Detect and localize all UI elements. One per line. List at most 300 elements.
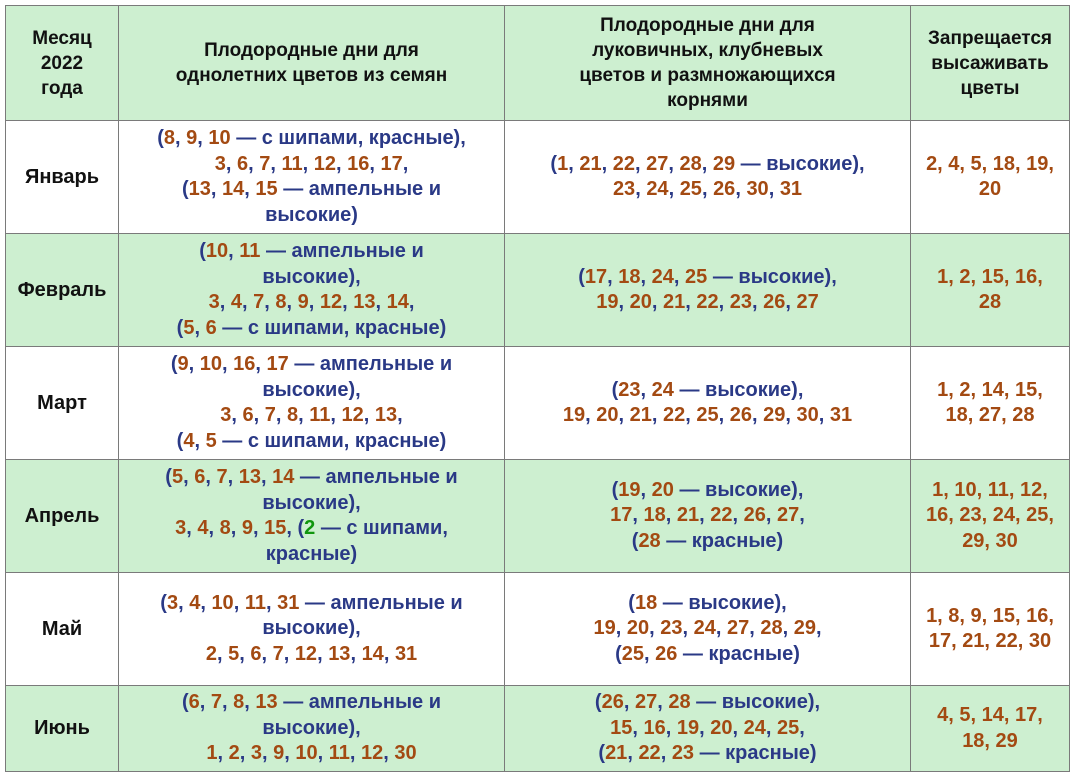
note-text: ,: [222, 353, 234, 375]
day-number: 22: [696, 291, 719, 313]
note-text: ,: [785, 404, 797, 426]
note-text: — с шипами, красные),: [230, 127, 466, 149]
bulbs-cell: [505, 460, 911, 573]
bulbs-cell: [505, 234, 911, 347]
note-text: ,: [244, 178, 256, 200]
day-list: 1, 8, 9, 15, 16,: [926, 604, 1054, 627]
day-number: 31: [779, 178, 803, 200]
note-text: ,: [640, 478, 652, 501]
forbidden-cell: [911, 460, 1070, 573]
note-text: ,: [219, 291, 231, 313]
note-text: ,: [699, 504, 711, 527]
note-text: ,: [208, 517, 220, 539]
cell-line: [123, 642, 500, 668]
cell-line: [123, 429, 500, 455]
cell-line: [509, 591, 906, 617]
day-number: 20: [596, 404, 619, 426]
note-text: ,: [231, 404, 243, 426]
day-number: 21: [605, 742, 628, 765]
note-text: ,: [408, 291, 415, 313]
cell-line: [509, 290, 906, 316]
note-text: ,: [284, 742, 296, 765]
cell-line: [915, 503, 1065, 529]
day-number: 23: [671, 742, 695, 765]
header-forbidden: [911, 6, 1070, 121]
note-text: ,: [651, 291, 663, 313]
note-text: ,: [260, 466, 273, 488]
note-text: высокие),: [262, 491, 361, 514]
day-number: 11: [244, 591, 266, 614]
day-number: 9: [177, 353, 189, 375]
header-line: корнями: [667, 90, 748, 111]
month-cell: Январь: [6, 121, 119, 234]
day-number: 23: [660, 617, 683, 640]
note-text: ,: [252, 517, 265, 539]
note-text: ,: [199, 691, 211, 714]
month-cell: Март: [6, 347, 119, 460]
bulbs-cell: [505, 121, 911, 234]
day-number: 11: [328, 742, 350, 765]
day-number: 28: [638, 529, 661, 552]
note-text: ,: [239, 742, 251, 765]
note-text: ,: [244, 691, 256, 714]
cell-line: [915, 703, 1065, 729]
note-text: ,: [752, 291, 764, 313]
note-text: ,: [261, 742, 274, 765]
note-text: — красные): [677, 642, 800, 665]
day-number: 24: [651, 265, 674, 288]
day-number: 29: [763, 404, 786, 426]
day-number: 31: [394, 642, 418, 665]
forbidden-cell: [911, 347, 1070, 460]
note-text: ,: [618, 404, 630, 426]
note-text: ,: [799, 716, 805, 739]
day-number: 6: [194, 466, 206, 488]
day-number: 24: [743, 716, 766, 739]
note-text: ,: [369, 152, 381, 175]
day-number: 26: [763, 291, 786, 313]
note-text: ,: [317, 642, 329, 665]
day-number: 12: [319, 291, 343, 313]
note-text: ,: [701, 178, 714, 200]
cell-line: [509, 716, 906, 742]
note-text: ,: [601, 152, 613, 175]
note-text: ,: [230, 517, 242, 539]
note-text: ,: [651, 404, 663, 426]
day-number: 3: [208, 291, 220, 313]
day-number: 13: [255, 691, 278, 714]
note-text: ,: [194, 429, 206, 452]
note-text: ,: [200, 591, 212, 614]
month-cell: Июнь: [6, 686, 119, 772]
note-text: ,: [640, 265, 652, 288]
note-text: (: [631, 529, 639, 552]
day-number: 8: [233, 691, 245, 714]
planting-calendar-table: [5, 5, 1070, 772]
day-number: 3: [250, 742, 262, 765]
cell-line: [123, 152, 500, 178]
day-number: 30: [796, 404, 819, 426]
day-number: 17: [266, 353, 289, 375]
cell-line: [509, 616, 906, 642]
day-number: 30: [746, 178, 769, 200]
note-text: ,: [210, 178, 223, 200]
cell-line: [123, 465, 500, 491]
note-text: ,: [673, 265, 686, 288]
note-text: ,: [635, 178, 647, 200]
note-text: ,: [815, 617, 822, 640]
day-number: 5: [183, 316, 195, 339]
note-text: (: [160, 591, 167, 614]
day-number: 15: [610, 716, 633, 739]
day-number: 11: [239, 240, 261, 262]
cell-line: [123, 316, 500, 342]
day-number: 25: [685, 265, 708, 288]
note-text: ,: [799, 504, 805, 527]
cell-line: [123, 491, 500, 517]
day-number: 23: [618, 378, 641, 401]
table-row: [6, 573, 1070, 686]
annuals-cell: [119, 460, 505, 573]
cell-line: [915, 529, 1065, 555]
bulbs-cell: [505, 347, 911, 460]
cell-line: [123, 203, 500, 229]
day-number: 31: [829, 404, 853, 426]
header-line: Запрещается: [928, 27, 1052, 49]
cell-line: [123, 616, 500, 642]
cell-line: [123, 239, 500, 265]
cell-line: [915, 152, 1065, 178]
note-text: ,: [785, 291, 797, 313]
note-text: ,: [178, 591, 190, 614]
note-text: — красные): [694, 742, 817, 765]
note-text: ,: [768, 178, 780, 200]
cell-line: [123, 716, 500, 742]
day-number: 24: [651, 378, 674, 401]
day-number: 20: [629, 291, 652, 313]
cell-line: [123, 177, 500, 203]
day-number: 8: [275, 291, 287, 313]
day-number: 17: [380, 152, 403, 175]
note-text: ,: [699, 716, 711, 739]
day-number: 25: [696, 404, 719, 426]
day-number: 20: [651, 478, 674, 501]
annuals-cell: [119, 234, 505, 347]
day-number: 10: [199, 353, 223, 375]
day-list: 1, 2, 15, 16,: [937, 265, 1043, 288]
day-number: 3: [166, 591, 179, 614]
table-row: [6, 460, 1070, 573]
note-text: ,: [665, 504, 677, 527]
day-number: 12: [313, 152, 336, 175]
day-number: 7: [253, 291, 265, 313]
month-cell: Май: [6, 573, 119, 686]
header-line: 2022: [40, 52, 84, 74]
note-text: высокие),: [262, 617, 361, 640]
cell-line: [509, 503, 906, 529]
day-list: 20: [978, 178, 1002, 200]
cell-line: [915, 629, 1065, 655]
day-number: 14: [272, 466, 295, 488]
note-text: — с шипами,: [315, 517, 448, 539]
day-number: 13: [353, 291, 376, 313]
annuals-cell: [119, 347, 505, 460]
day-list: 2, 4, 5, 18, 19,: [926, 152, 1054, 175]
day-number: 21: [579, 152, 602, 175]
day-number: 27: [777, 504, 800, 527]
note-text: ,: [317, 742, 329, 765]
day-number: 9: [241, 517, 253, 539]
day-number: 5: [205, 429, 217, 452]
cell-line: [123, 542, 500, 568]
table-row: [6, 347, 1070, 460]
day-list: 1, 10, 11, 12,: [932, 478, 1048, 501]
day-number: 7: [264, 404, 276, 426]
note-text: ,: [270, 152, 282, 175]
day-number: 31: [277, 591, 300, 614]
note-text: ,: [363, 404, 375, 426]
day-number: 22: [710, 504, 733, 527]
note-text: ,: [607, 265, 619, 288]
day-number: 26: [743, 504, 766, 527]
day-number: 24: [646, 178, 669, 200]
note-text: — высокие),: [707, 265, 837, 288]
note-text: — ампельные и: [288, 353, 453, 375]
day-number: 16: [347, 152, 370, 175]
cell-line: [915, 265, 1065, 291]
note-text: высокие),: [262, 265, 361, 288]
note-text: ,: [640, 378, 652, 401]
note-text: ,: [818, 404, 830, 426]
day-number: 7: [272, 642, 284, 665]
day-number: 15: [255, 178, 278, 200]
note-text: ,: [375, 291, 387, 313]
day-number: 27: [726, 617, 750, 640]
day-number: 26: [601, 691, 624, 714]
day-number: 22: [612, 152, 635, 175]
cell-line: [123, 591, 500, 617]
note-text: (: [165, 466, 172, 488]
day-number: 19: [676, 716, 700, 739]
note-text: ,: [765, 504, 778, 527]
day-number: 13: [238, 466, 261, 488]
note-text: ,: [568, 152, 580, 175]
note-text: (: [578, 265, 585, 288]
note-text: ,: [217, 742, 229, 765]
day-list: 18, 27, 28: [945, 404, 1035, 426]
day-number: 12: [294, 642, 318, 665]
annuals-cell: [119, 573, 505, 686]
day-number: 3: [214, 152, 226, 175]
note-text: ,: [668, 152, 680, 175]
day-number: 29: [712, 152, 736, 175]
note-text: ,: [402, 152, 409, 175]
day-number: 18: [643, 504, 666, 527]
cell-line: [509, 152, 906, 178]
header-bulbs: [505, 6, 911, 121]
day-number: 14: [361, 642, 384, 665]
note-text: ,: [298, 404, 310, 426]
day-number: 3: [175, 517, 187, 539]
note-text: ,: [383, 642, 395, 665]
header-line: цветы: [960, 77, 1020, 99]
note-text: ,: [685, 404, 697, 426]
cell-line: [123, 741, 500, 767]
cell-line: [123, 265, 500, 291]
cell-line: [915, 290, 1065, 316]
note-text: ,: [627, 742, 639, 765]
note-text: ,: [248, 152, 260, 175]
day-number: 6: [188, 691, 200, 714]
note-text: — ампельные и: [260, 240, 424, 262]
note-text: ,: [275, 404, 288, 426]
note-text: (: [181, 691, 189, 714]
note-text: — ампельные и: [277, 691, 442, 714]
note-text: ,: [644, 642, 656, 665]
note-text: ,: [665, 716, 677, 739]
note-text: (: [611, 478, 619, 501]
day-number: 18: [634, 591, 658, 614]
day-list: 29, 30: [962, 529, 1018, 552]
day-number: 14: [386, 291, 409, 313]
note-text: ,: [197, 127, 209, 149]
header-line: года: [41, 77, 83, 99]
day-number: 16: [233, 353, 256, 375]
day-number: 5: [171, 466, 184, 488]
cell-line: [123, 378, 500, 404]
day-number: 2: [205, 642, 217, 665]
annuals-cell: [119, 121, 505, 234]
note-text: ,: [188, 353, 200, 375]
note-text: высокие): [265, 203, 358, 226]
day-number: 2: [228, 742, 240, 765]
day-number: 9: [273, 742, 285, 765]
day-list: 16, 23, 24, 25,: [926, 504, 1054, 527]
note-text: ,: [632, 504, 644, 527]
note-text: (: [615, 642, 622, 665]
day-number: 28: [679, 152, 702, 175]
day-number: 10: [295, 742, 318, 765]
note-text: (: [550, 152, 558, 175]
note-text: ,: [732, 504, 744, 527]
day-number: 4: [230, 291, 242, 313]
cell-line: [915, 604, 1065, 630]
note-text: — с шипами, красные): [216, 429, 447, 452]
note-text: ,: [255, 353, 267, 375]
header-line: высаживать: [931, 52, 1049, 74]
day-number: 18: [618, 265, 641, 288]
note-text: — ампельные и: [294, 466, 458, 488]
note-text: ,: [222, 691, 234, 714]
bulbs-cell: [505, 686, 911, 772]
note-text: ,: [265, 591, 278, 614]
day-number: 7: [216, 466, 228, 488]
note-text: (: [176, 316, 184, 339]
day-number: 26: [713, 178, 736, 200]
day-number: 22: [663, 404, 686, 426]
day-number: 28: [760, 617, 783, 640]
day-number: 6: [250, 642, 262, 665]
day-number: 27: [634, 691, 658, 714]
note-text: ,: [308, 291, 320, 313]
note-text: ,: [383, 742, 395, 765]
note-text: (: [181, 178, 189, 200]
note-text: ,: [216, 642, 229, 665]
day-number: 10: [211, 591, 234, 614]
note-text: ,: [283, 642, 295, 665]
day-number: 9: [297, 291, 309, 313]
note-text: (: [176, 429, 184, 452]
note-text: ,: [349, 742, 362, 765]
day-number: 19: [593, 617, 616, 640]
note-text: ,: [634, 152, 647, 175]
day-number: 8: [163, 127, 176, 149]
day-number: 14: [222, 178, 245, 200]
note-text: ,: [286, 291, 298, 313]
note-text: ,: [718, 291, 730, 313]
note-text: — с шипами, красные): [216, 316, 447, 339]
note-text: ,: [239, 642, 251, 665]
day-number: 25: [777, 716, 800, 739]
note-text: (: [628, 591, 635, 614]
note-text: ,: [261, 642, 273, 665]
day-number: 13: [328, 642, 351, 665]
note-text: ,: [264, 291, 276, 313]
day-number: 16: [643, 716, 666, 739]
note-text: — высокие),: [673, 378, 804, 401]
note-text: ,: [233, 591, 245, 614]
note-text: — высокие),: [690, 691, 821, 714]
table-row: [6, 121, 1070, 234]
day-number: 27: [646, 152, 669, 175]
header-row: [6, 6, 1070, 121]
note-text: высокие),: [262, 378, 361, 401]
forbidden-cell: [911, 686, 1070, 772]
day-list: 1, 2, 14, 15,: [937, 378, 1043, 401]
cell-line: [509, 741, 906, 767]
note-text: ,: [253, 404, 265, 426]
note-text: ,: [715, 617, 727, 640]
day-number: 26: [729, 404, 752, 426]
note-text: красные): [265, 542, 358, 565]
day-number: 21: [663, 291, 686, 313]
cell-line: [123, 690, 500, 716]
day-number: 1: [557, 152, 569, 175]
day-number: 2: [304, 517, 316, 539]
day-number: 20: [710, 716, 733, 739]
note-text: ,: [749, 617, 761, 640]
note-text: ,: [632, 716, 644, 739]
note-text: (: [157, 127, 164, 149]
note-text: ,: [765, 716, 778, 739]
note-text: — высокие),: [735, 152, 865, 175]
note-text: ,: [225, 152, 237, 175]
note-text: ,: [335, 152, 348, 175]
table-body: [6, 121, 1070, 772]
cell-line: [509, 177, 906, 203]
day-number: 19: [596, 291, 619, 313]
day-list: 28: [978, 291, 1002, 313]
note-text: (: [611, 378, 619, 401]
note-text: ,: [752, 404, 764, 426]
day-number: 10: [205, 240, 229, 262]
day-number: 27: [796, 291, 819, 313]
header-line: Плодородные дни для: [204, 40, 419, 61]
day-number: 8: [287, 404, 299, 426]
day-number: 6: [236, 152, 249, 175]
forbidden-cell: [911, 573, 1070, 686]
note-text: ,: [615, 617, 627, 640]
